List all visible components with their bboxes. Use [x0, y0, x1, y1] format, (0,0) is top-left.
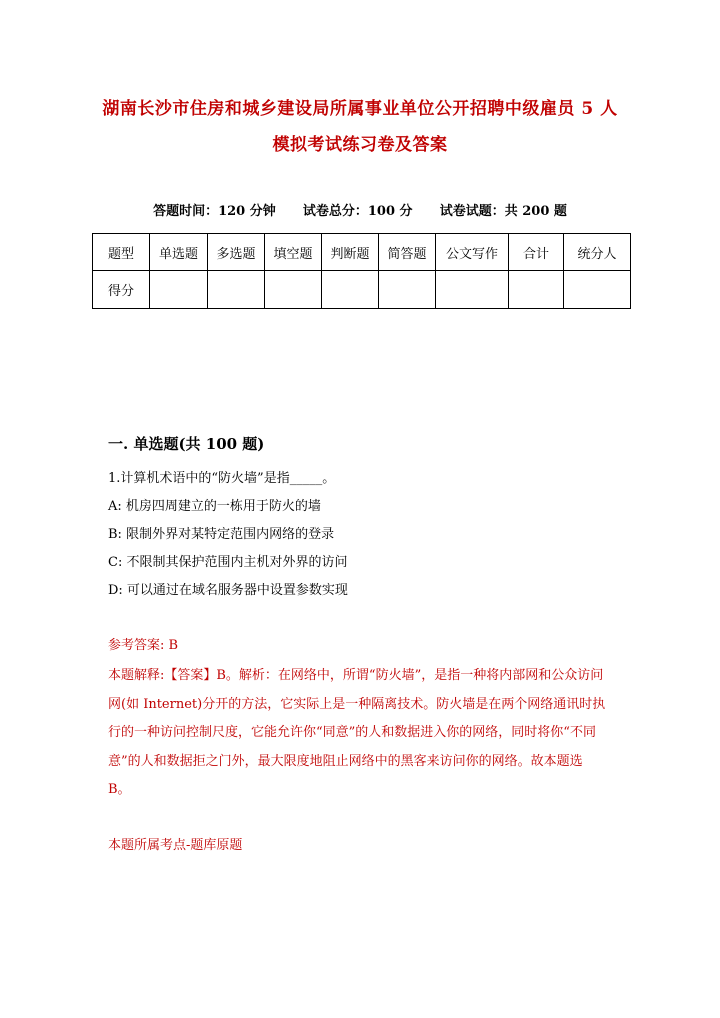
header-cell: 多选题 [208, 234, 265, 271]
exam-time: 答题时间：120 分钟 [153, 204, 276, 219]
score-cell [265, 271, 322, 309]
header-cell: 公文写作 [436, 234, 509, 271]
header-cell: 简答题 [379, 234, 436, 271]
answer-line: 参考答案: B [108, 638, 179, 653]
exam-meta [0, 200, 720, 219]
score-cell [564, 271, 631, 309]
header-cell: 统分人 [564, 234, 631, 271]
score-cell [509, 271, 564, 309]
header-cell: 判断题 [322, 234, 379, 271]
score-table-header-row [93, 234, 631, 271]
knowledge-point: 本题所属考点-题库原题 [108, 838, 243, 853]
header-cell: 合计 [509, 234, 564, 271]
option-b: B: 限制外界对某特定范围内网络的登录 [108, 527, 335, 542]
option-a: A: 机房四周建立的一栋用于防火的墙 [108, 499, 321, 514]
row-label-cell: 得分 [93, 271, 150, 309]
explanation-paragraph: 本题解释:【答案】B。解析：在网络中，所谓“防火墙”，是指一种将内部网和公众访问网(如 Internet)分开的方法，它实际上是一种隔离技术。防火墙是在两个网络通讯时执行的一种访问控制尺度，它能允许你“同意”的人和数据进入你的网络，同时将你“不同意”的人和数据拒之门外，最大限度地阻止网络中的黑客来访问你的网络。故本题选 B。 [108, 668, 606, 797]
score-table [92, 233, 631, 309]
option-d: D: 可以通过在域名服务器中设置参数实现 [108, 583, 348, 598]
score-cell [322, 271, 379, 309]
question-stem: 1.计算机术语中的“防火墙”是指_____。 [108, 471, 336, 486]
score-cell [436, 271, 509, 309]
score-cell [150, 271, 208, 309]
header-cell: 单选题 [150, 234, 208, 271]
doc-title-line2: 模拟考试练习卷及答案 [272, 135, 448, 155]
header-cell: 题型 [93, 234, 150, 271]
score-table-score-row [93, 271, 631, 309]
option-c: C: 不限制其保护范围内主机对外界的访问 [108, 555, 348, 570]
score-cell [379, 271, 436, 309]
exam-total-score: 试卷总分：100 分 [302, 204, 413, 219]
section-title: 一. 单选题(共 100 题) [108, 435, 265, 453]
exam-question-count: 试卷试题：共 200 题 [439, 204, 567, 219]
header-cell: 填空题 [265, 234, 322, 271]
doc-title-line1: 湖南长沙市住房和城乡建设局所属事业单位公开招聘中级雇员 5 人 [102, 99, 618, 119]
score-cell [208, 271, 265, 309]
